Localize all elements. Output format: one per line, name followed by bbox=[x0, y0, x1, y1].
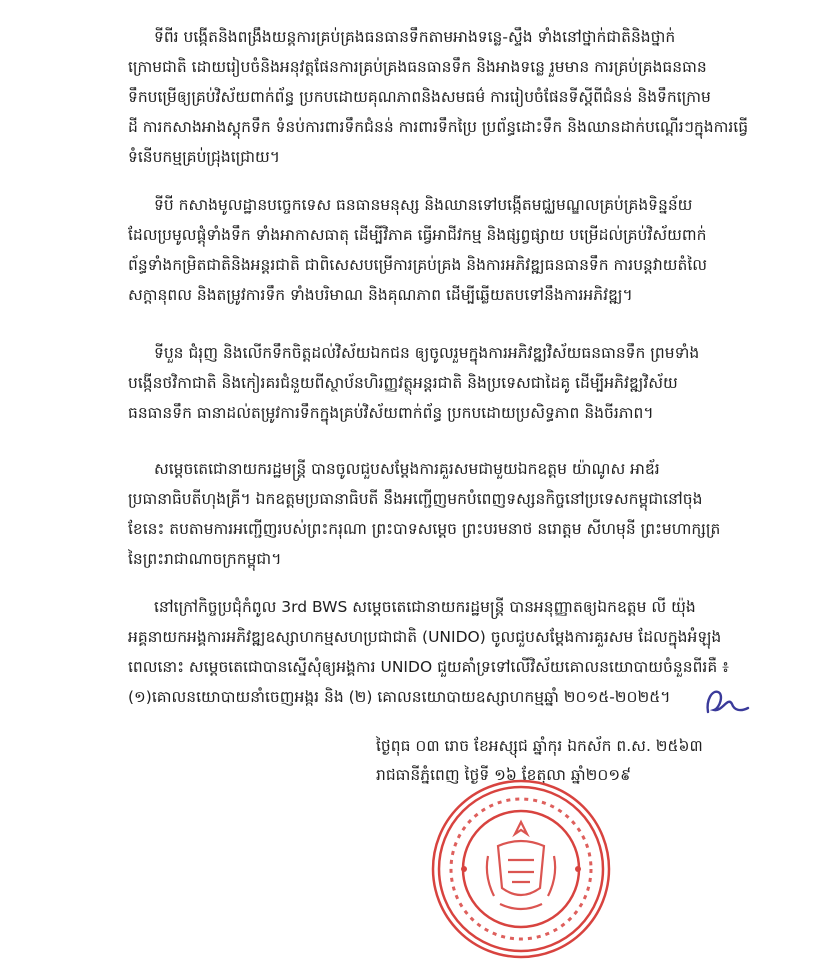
text-line: ដី ការកសាងអាងស្តុកទឹក ទំនប់ការពារទឹកជំនន់ ការពារទឹកប្រៃ ប្រព័ន្ធដោះទឹក និងឈានដាក់បណ្តើរៗក្នុងការធ្វើ bbox=[128, 118, 749, 136]
text-line: ទឹកបម្រើឲ្យគ្រប់វិស័យពាក់ព័ន្ធ ប្រកបដោយគុណភាពនិងសមធម៌ ការរៀបចំផែនទីស្តីពីជំនន់ និងទឹកក្រោម bbox=[128, 88, 711, 106]
handwritten-mark-icon bbox=[702, 682, 754, 722]
paragraph-unido-meeting bbox=[128, 592, 788, 712]
text-line: សម្តេចតេជោនាយករដ្ឋមន្ត្រី បានចូលជួបសម្តែងការគួរសមជាមួយឯកឧត្តម យ៉ាណូស អាឌ័រ bbox=[154, 460, 660, 478]
text-line: ទីបួន ជំរុញ និងលើកទឹកចិត្តដល់វិស័យឯកជន ឲ្យចូលរួមក្នុងការអភិវឌ្ឍវិស័យធនធានទឹក ព្រមទាំង bbox=[154, 344, 700, 362]
paragraph-hungary-meeting bbox=[128, 454, 788, 574]
text-line: ព័ន្ធទាំងកម្រិតជាតិនិងអន្តរជាតិ ជាពិសេសបម្រើការគ្រប់គ្រង និងការអភិវឌ្ឍធនធានទឹក ការបន្តវាយតំលៃ bbox=[128, 256, 708, 274]
text-line: នៅក្រៅកិច្ចប្រជុំកំពូល 3rd BWS សម្តេចតេជោនាយករដ្ឋមន្ត្រី បានអនុញ្ញាតឲ្យឯកឧត្តម លី យ៉ុង bbox=[154, 598, 696, 616]
text-line: ក្រោមជាតិ ដោយរៀបចំនិងអនុវត្តផែនការគ្រប់គ្រងធនធានទឹក និងអាងទន្លេ រួមមាន ការគ្រប់គ្រងធនធាន bbox=[128, 58, 707, 76]
paragraph-second-point bbox=[128, 22, 788, 172]
text-line: ពេលនោះ សម្តេចតេជោបានស្នើសុំឲ្យអង្គការ UNIDO ជួយគាំទ្រទៅលើវិស័យគោលនយោបាយចំនួនពីរគឺ ៖ bbox=[128, 658, 729, 676]
text-line: ខែនេះ តបតាមការអញ្ជើញរបស់ព្រះករុណា ព្រះបាទសម្តេច ព្រះបរមនាថ នរោត្តម សីហមុនី ព្រះមហាក្សត្រ bbox=[128, 520, 721, 538]
text-line: ដែលប្រមូលផ្តុំទាំងទឹក ទាំងអាកាសធាតុ ដើម្បីវិភាគ ធ្វើអាជីវកម្ម និងផ្សព្វផ្សាយ បម្រើដល់គ្រប់វិស័យពាក់ bbox=[128, 226, 707, 244]
text-line: ទីពីរ បង្កើតនិងពង្រឹងយន្តការគ្រប់គ្រងធនធានទឹកតាមអាងទន្លេ-ស្ទឹង ទាំងនៅថ្នាក់ជាតិនិងថ្នាក់ bbox=[154, 28, 676, 46]
text-line: អគ្គនាយកអង្គការអភិវឌ្ឍឧស្សាហកម្មសហប្រជាជាតិ (UNIDO) ចូលជួបសម្តែងការគួរសម ដែលក្នុងអំឡុង bbox=[128, 628, 722, 646]
text-line: សក្តានុពល និងតម្រូវការទឹក ទាំងបរិមាណ និងគុណភាព ដើម្បីឆ្លើយតបទៅនឹងការអភិវឌ្ឍ។ bbox=[128, 286, 633, 304]
text-line: នៃព្រះរាជាណាចក្រកម្ពុជា។ bbox=[128, 550, 282, 568]
text-line: បង្កើនថវិកាជាតិ និងកៀរគរជំនួយពីស្ថាប័នហិរញ្ញវត្ថុអន្តរជាតិ និងប្រទេសជាដៃគូ ដើម្បីអភិវឌ្ឍវិស័យ bbox=[128, 374, 678, 392]
lunar-date-line: ថ្ងៃពុធ ០៣ រោច ខែអស្សុជ ឆ្នាំកុរ ឯកស័ក ព.ស. ២៥៦៣ bbox=[376, 737, 703, 755]
text-line: ធនធានទឹក ធានាដល់តម្រូវការទឹកក្នុងគ្រប់វិស័យពាក់ព័ន្ធ ប្រកបដោយប្រសិទ្ធភាព និងចីរភាព។ bbox=[128, 404, 654, 422]
text-line: ទំនើបកម្មគ្រប់ជ្រុងជ្រោយ។ bbox=[128, 148, 280, 166]
text-line: ប្រធានាធិបតីហុងគ្រី។ ឯកឧត្តមប្រធានាធិបតី នឹងអញ្ជើញមកបំពេញទស្សនកិច្ចនៅប្រទេសកម្ពុជានៅចុង bbox=[128, 490, 703, 508]
paragraph-third-point bbox=[128, 190, 788, 310]
paragraph-fourth-point bbox=[128, 338, 788, 428]
royal-seal-icon bbox=[428, 776, 614, 962]
text-line: (១)គោលនយោបាយនាំចេញអង្ករ និង (២) គោលនយោបាយឧស្សាហកម្មឆ្នាំ ២០១៥-២០២៥។ bbox=[128, 688, 671, 706]
place-date-line: រាជធានីភ្នំពេញ ថ្ងៃទី ១៦ ខែតុលា ឆ្នាំ២០១៩ bbox=[376, 766, 632, 784]
text-line: ទីបី កសាងមូលដ្ឋានបច្ចេកទេស ធនធានមនុស្ស និងឈានទៅបង្កើតមជ្ឈមណ្ឌលគ្រប់គ្រងទិន្នន័យ bbox=[154, 196, 693, 214]
